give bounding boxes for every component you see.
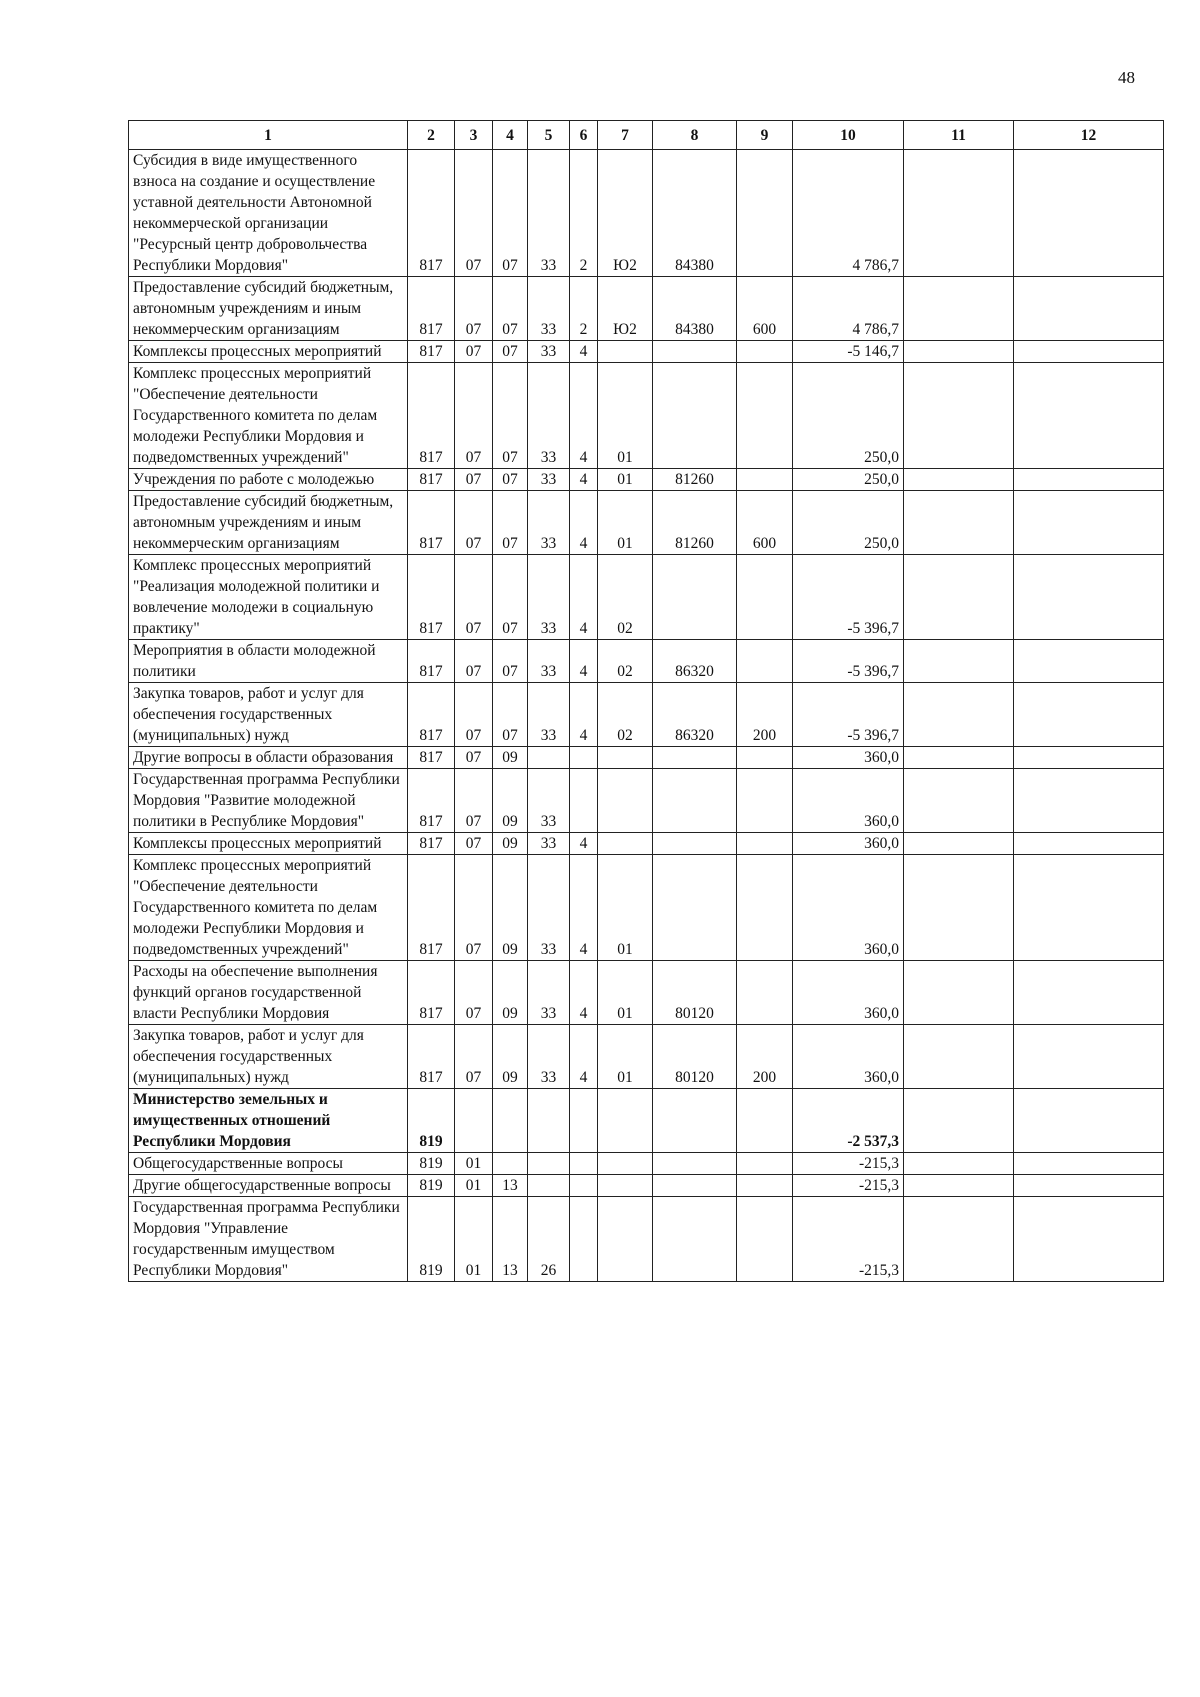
cell-col-6: 4: [570, 469, 598, 491]
cell-col-9: [737, 555, 793, 640]
cell-col-4: 07: [493, 683, 528, 747]
cell-col-4: 07: [493, 150, 528, 277]
cell-col-7: 02: [598, 640, 653, 683]
table-row: [129, 640, 1164, 683]
cell-col-2: 817: [408, 555, 455, 640]
row-name-cell: Комплекс процессных мероприятий "Обеспечение деятельности Государственного комитета по делам молодежи Республики Мордовия и подведомственных учреждений": [129, 363, 408, 469]
cell-col-2: 817: [408, 769, 455, 833]
column-header-7: 7: [598, 121, 653, 150]
row-name-cell: Предоставление субсидий бюджетным, автономным учреждениям и иным некоммерческим организациям: [129, 491, 408, 555]
cell-col-12: [1014, 1089, 1164, 1153]
cell-col-11: [904, 363, 1014, 469]
cell-col-3: 07: [455, 640, 493, 683]
table-row: [129, 555, 1164, 640]
cell-col-8: 80120: [653, 1025, 737, 1089]
cell-col-9: [737, 469, 793, 491]
cell-col-11: [904, 341, 1014, 363]
cell-col-11: [904, 640, 1014, 683]
cell-col-2: 817: [408, 1025, 455, 1089]
cell-col-9: [737, 961, 793, 1025]
cell-col-11: [904, 555, 1014, 640]
cell-col-6: [570, 769, 598, 833]
row-name-cell: Министерство земельных и имущественных отношений Республики Мордовия: [129, 1089, 408, 1153]
table-row: [129, 855, 1164, 961]
cell-col-10: 250,0: [793, 491, 904, 555]
cell-col-5: 33: [528, 683, 570, 747]
cell-col-6: [570, 1153, 598, 1175]
table-body: [129, 150, 1164, 1282]
cell-col-7: [598, 747, 653, 769]
cell-col-12: [1014, 1175, 1164, 1197]
row-name-cell: Комплексы процессных мероприятий: [129, 341, 408, 363]
cell-col-8: [653, 833, 737, 855]
table-row: [129, 341, 1164, 363]
table-row: [129, 683, 1164, 747]
cell-col-4: 09: [493, 747, 528, 769]
cell-col-12: [1014, 683, 1164, 747]
cell-col-6: 4: [570, 1025, 598, 1089]
cell-col-7: [598, 833, 653, 855]
cell-col-12: [1014, 747, 1164, 769]
cell-col-4: 07: [493, 491, 528, 555]
cell-col-2: 817: [408, 833, 455, 855]
cell-col-9: [737, 1197, 793, 1282]
column-header-9: 9: [737, 121, 793, 150]
cell-col-10: -215,3: [793, 1197, 904, 1282]
cell-col-3: 07: [455, 555, 493, 640]
cell-col-6: 4: [570, 683, 598, 747]
cell-col-12: [1014, 1153, 1164, 1175]
cell-col-2: 817: [408, 640, 455, 683]
table-row: [129, 833, 1164, 855]
cell-col-9: [737, 769, 793, 833]
cell-col-11: [904, 855, 1014, 961]
cell-col-12: [1014, 341, 1164, 363]
cell-col-4: 09: [493, 961, 528, 1025]
cell-col-8: 84380: [653, 150, 737, 277]
cell-col-3: 07: [455, 341, 493, 363]
cell-col-5: 33: [528, 961, 570, 1025]
cell-col-11: [904, 150, 1014, 277]
cell-col-11: [904, 769, 1014, 833]
cell-col-9: 200: [737, 1025, 793, 1089]
cell-col-12: [1014, 769, 1164, 833]
cell-col-4: 13: [493, 1175, 528, 1197]
cell-col-8: 80120: [653, 961, 737, 1025]
cell-col-2: 819: [408, 1197, 455, 1282]
cell-col-9: [737, 150, 793, 277]
row-name-cell: Комплекс процессных мероприятий "Обеспечение деятельности Государственного комитета по делам молодежи Республики Мордовия и подведомственных учреждений": [129, 855, 408, 961]
cell-col-7: Ю2: [598, 277, 653, 341]
cell-col-8: [653, 363, 737, 469]
cell-col-10: 4 786,7: [793, 150, 904, 277]
cell-col-12: [1014, 833, 1164, 855]
table-row: [129, 277, 1164, 341]
cell-col-8: [653, 1175, 737, 1197]
cell-col-2: 817: [408, 363, 455, 469]
cell-col-9: 600: [737, 277, 793, 341]
table-row: [129, 1197, 1164, 1282]
cell-col-10: -5 396,7: [793, 555, 904, 640]
budget-table: [128, 120, 1164, 1282]
cell-col-12: [1014, 150, 1164, 277]
cell-col-10: 4 786,7: [793, 277, 904, 341]
cell-col-3: 07: [455, 961, 493, 1025]
table-row: [129, 769, 1164, 833]
column-header-12: 12: [1014, 121, 1164, 150]
row-name-cell: Предоставление субсидий бюджетным, автономным учреждениям и иным некоммерческим организациям: [129, 277, 408, 341]
cell-col-10: -5 396,7: [793, 683, 904, 747]
row-name-cell: Другие общегосударственные вопросы: [129, 1175, 408, 1197]
cell-col-11: [904, 683, 1014, 747]
cell-col-12: [1014, 1025, 1164, 1089]
cell-col-9: [737, 1153, 793, 1175]
cell-col-2: 817: [408, 961, 455, 1025]
cell-col-7: [598, 1153, 653, 1175]
cell-col-5: 33: [528, 491, 570, 555]
cell-col-4: 07: [493, 277, 528, 341]
cell-col-6: 4: [570, 555, 598, 640]
cell-col-3: [455, 1089, 493, 1153]
cell-col-9: [737, 341, 793, 363]
cell-col-9: [737, 747, 793, 769]
cell-col-9: [737, 640, 793, 683]
cell-col-5: 33: [528, 1025, 570, 1089]
cell-col-11: [904, 833, 1014, 855]
cell-col-2: 817: [408, 683, 455, 747]
cell-col-8: [653, 747, 737, 769]
cell-col-10: -2 537,3: [793, 1089, 904, 1153]
cell-col-7: 02: [598, 683, 653, 747]
cell-col-4: 13: [493, 1197, 528, 1282]
cell-col-4: 07: [493, 555, 528, 640]
cell-col-8: 86320: [653, 683, 737, 747]
cell-col-8: [653, 1197, 737, 1282]
row-name-cell: Комплекс процессных мероприятий "Реализация молодежной политики и вовлечение молодежи в социальную практику": [129, 555, 408, 640]
column-header-4: 4: [493, 121, 528, 150]
table-row: [129, 1089, 1164, 1153]
cell-col-4: [493, 1089, 528, 1153]
cell-col-7: [598, 1175, 653, 1197]
cell-col-12: [1014, 1197, 1164, 1282]
cell-col-11: [904, 1175, 1014, 1197]
cell-col-2: 817: [408, 469, 455, 491]
cell-col-6: [570, 1197, 598, 1282]
cell-col-2: 817: [408, 277, 455, 341]
cell-col-10: -215,3: [793, 1175, 904, 1197]
cell-col-2: 819: [408, 1153, 455, 1175]
cell-col-7: 01: [598, 961, 653, 1025]
cell-col-3: 07: [455, 491, 493, 555]
cell-col-10: 360,0: [793, 747, 904, 769]
cell-col-6: 4: [570, 961, 598, 1025]
cell-col-2: 817: [408, 150, 455, 277]
cell-col-5: 33: [528, 555, 570, 640]
cell-col-3: 07: [455, 150, 493, 277]
cell-col-6: [570, 1175, 598, 1197]
cell-col-3: 01: [455, 1153, 493, 1175]
cell-col-7: [598, 341, 653, 363]
cell-col-9: [737, 855, 793, 961]
cell-col-6: 2: [570, 277, 598, 341]
cell-col-3: 01: [455, 1175, 493, 1197]
cell-col-11: [904, 469, 1014, 491]
cell-col-3: 07: [455, 363, 493, 469]
cell-col-6: [570, 747, 598, 769]
cell-col-12: [1014, 555, 1164, 640]
cell-col-11: [904, 961, 1014, 1025]
row-name-cell: Комплексы процессных мероприятий: [129, 833, 408, 855]
cell-col-5: 33: [528, 363, 570, 469]
cell-col-3: 07: [455, 1025, 493, 1089]
cell-col-4: 07: [493, 341, 528, 363]
cell-col-7: [598, 1089, 653, 1153]
column-header-6: 6: [570, 121, 598, 150]
column-header-10: 10: [793, 121, 904, 150]
column-header-3: 3: [455, 121, 493, 150]
cell-col-8: [653, 555, 737, 640]
column-header-1: 1: [129, 121, 408, 150]
cell-col-4: 09: [493, 769, 528, 833]
cell-col-11: [904, 1153, 1014, 1175]
table-row: [129, 747, 1164, 769]
cell-col-10: -5 146,7: [793, 341, 904, 363]
cell-col-5: [528, 1089, 570, 1153]
cell-col-5: 33: [528, 469, 570, 491]
cell-col-5: 33: [528, 769, 570, 833]
table-row: [129, 469, 1164, 491]
cell-col-12: [1014, 469, 1164, 491]
cell-col-2: 817: [408, 491, 455, 555]
cell-col-8: [653, 341, 737, 363]
cell-col-4: 09: [493, 833, 528, 855]
cell-col-9: [737, 833, 793, 855]
cell-col-3: 07: [455, 683, 493, 747]
row-name-cell: Другие вопросы в области образования: [129, 747, 408, 769]
row-name-cell: Общегосударственные вопросы: [129, 1153, 408, 1175]
cell-col-2: 817: [408, 855, 455, 961]
cell-col-7: 01: [598, 855, 653, 961]
cell-col-4: 07: [493, 640, 528, 683]
cell-col-12: [1014, 961, 1164, 1025]
table-row: [129, 1153, 1164, 1175]
cell-col-12: [1014, 491, 1164, 555]
cell-col-3: 07: [455, 833, 493, 855]
cell-col-9: 600: [737, 491, 793, 555]
cell-col-9: [737, 1089, 793, 1153]
cell-col-2: 819: [408, 1175, 455, 1197]
cell-col-8: [653, 1153, 737, 1175]
cell-col-5: [528, 747, 570, 769]
table-row: [129, 363, 1164, 469]
cell-col-6: 4: [570, 833, 598, 855]
cell-col-7: 02: [598, 555, 653, 640]
cell-col-11: [904, 1197, 1014, 1282]
cell-col-4: 09: [493, 1025, 528, 1089]
table-row: [129, 491, 1164, 555]
cell-col-5: 26: [528, 1197, 570, 1282]
cell-col-8: 86320: [653, 640, 737, 683]
cell-col-10: -215,3: [793, 1153, 904, 1175]
cell-col-3: 07: [455, 747, 493, 769]
cell-col-9: [737, 1175, 793, 1197]
row-name-cell: Закупка товаров, работ и услуг для обеспечения государственных (муниципальных) нужд: [129, 683, 408, 747]
cell-col-6: 4: [570, 363, 598, 469]
cell-col-6: 2: [570, 150, 598, 277]
cell-col-6: 4: [570, 341, 598, 363]
cell-col-9: [737, 363, 793, 469]
cell-col-8: [653, 1089, 737, 1153]
cell-col-5: 33: [528, 277, 570, 341]
cell-col-10: 250,0: [793, 469, 904, 491]
cell-col-2: 817: [408, 747, 455, 769]
cell-col-3: 07: [455, 469, 493, 491]
cell-col-6: 4: [570, 491, 598, 555]
table-row: [129, 1025, 1164, 1089]
row-name-cell: Государственная программа Республики Мордовия "Управление государственным имуществом Республики Мордовия": [129, 1197, 408, 1282]
cell-col-6: [570, 1089, 598, 1153]
cell-col-3: 07: [455, 769, 493, 833]
cell-col-12: [1014, 363, 1164, 469]
cell-col-10: 360,0: [793, 961, 904, 1025]
cell-col-11: [904, 1025, 1014, 1089]
column-header-11: 11: [904, 121, 1014, 150]
cell-col-2: 817: [408, 341, 455, 363]
cell-col-3: 01: [455, 1197, 493, 1282]
cell-col-7: [598, 769, 653, 833]
cell-col-7: [598, 1197, 653, 1282]
row-name-cell: Расходы на обеспечение выполнения функций органов государственной власти Республики Мордовия: [129, 961, 408, 1025]
row-name-cell: Закупка товаров, работ и услуг для обеспечения государственных (муниципальных) нужд: [129, 1025, 408, 1089]
cell-col-11: [904, 491, 1014, 555]
page-number: 48: [1118, 68, 1135, 87]
cell-col-7: 01: [598, 1025, 653, 1089]
cell-col-10: 360,0: [793, 855, 904, 961]
cell-col-7: 01: [598, 469, 653, 491]
row-name-cell: Государственная программа Республики Мордовия "Развитие молодежной политики в Республике Мордовия": [129, 769, 408, 833]
cell-col-10: 250,0: [793, 363, 904, 469]
cell-col-5: [528, 1153, 570, 1175]
cell-col-10: -5 396,7: [793, 640, 904, 683]
cell-col-7: 01: [598, 363, 653, 469]
cell-col-8: [653, 855, 737, 961]
cell-col-3: 07: [455, 855, 493, 961]
cell-col-4: [493, 1153, 528, 1175]
cell-col-5: 33: [528, 150, 570, 277]
cell-col-8: 84380: [653, 277, 737, 341]
cell-col-10: 360,0: [793, 833, 904, 855]
cell-col-8: 81260: [653, 491, 737, 555]
cell-col-8: 81260: [653, 469, 737, 491]
cell-col-12: [1014, 855, 1164, 961]
cell-col-8: [653, 769, 737, 833]
cell-col-12: [1014, 277, 1164, 341]
column-header-8: 8: [653, 121, 737, 150]
cell-col-4: 07: [493, 469, 528, 491]
cell-col-5: [528, 1175, 570, 1197]
table-row: [129, 150, 1164, 277]
cell-col-7: Ю2: [598, 150, 653, 277]
row-name-cell: Субсидия в виде имущественного взноса на создание и осуществление уставной деятельности Автономной некоммерческой организации "Ресурсный центр добровольчества Республики Мордовия": [129, 150, 408, 277]
cell-col-5: 33: [528, 855, 570, 961]
row-name-cell: Мероприятия в области молодежной политики: [129, 640, 408, 683]
cell-col-12: [1014, 640, 1164, 683]
column-header-2: 2: [408, 121, 455, 150]
cell-col-5: 33: [528, 833, 570, 855]
column-header-5: 5: [528, 121, 570, 150]
cell-col-7: 01: [598, 491, 653, 555]
cell-col-6: 4: [570, 640, 598, 683]
cell-col-4: 07: [493, 363, 528, 469]
cell-col-11: [904, 277, 1014, 341]
cell-col-2: 819: [408, 1089, 455, 1153]
row-name-cell: Учреждения по работе с молодежью: [129, 469, 408, 491]
cell-col-5: 33: [528, 341, 570, 363]
cell-col-4: 09: [493, 855, 528, 961]
cell-col-3: 07: [455, 277, 493, 341]
cell-col-10: 360,0: [793, 769, 904, 833]
cell-col-11: [904, 747, 1014, 769]
table-header-row: [129, 121, 1164, 150]
cell-col-5: 33: [528, 640, 570, 683]
cell-col-11: [904, 1089, 1014, 1153]
cell-col-6: 4: [570, 855, 598, 961]
cell-col-10: 360,0: [793, 1025, 904, 1089]
table-row: [129, 1175, 1164, 1197]
cell-col-9: 200: [737, 683, 793, 747]
table-row: [129, 961, 1164, 1025]
